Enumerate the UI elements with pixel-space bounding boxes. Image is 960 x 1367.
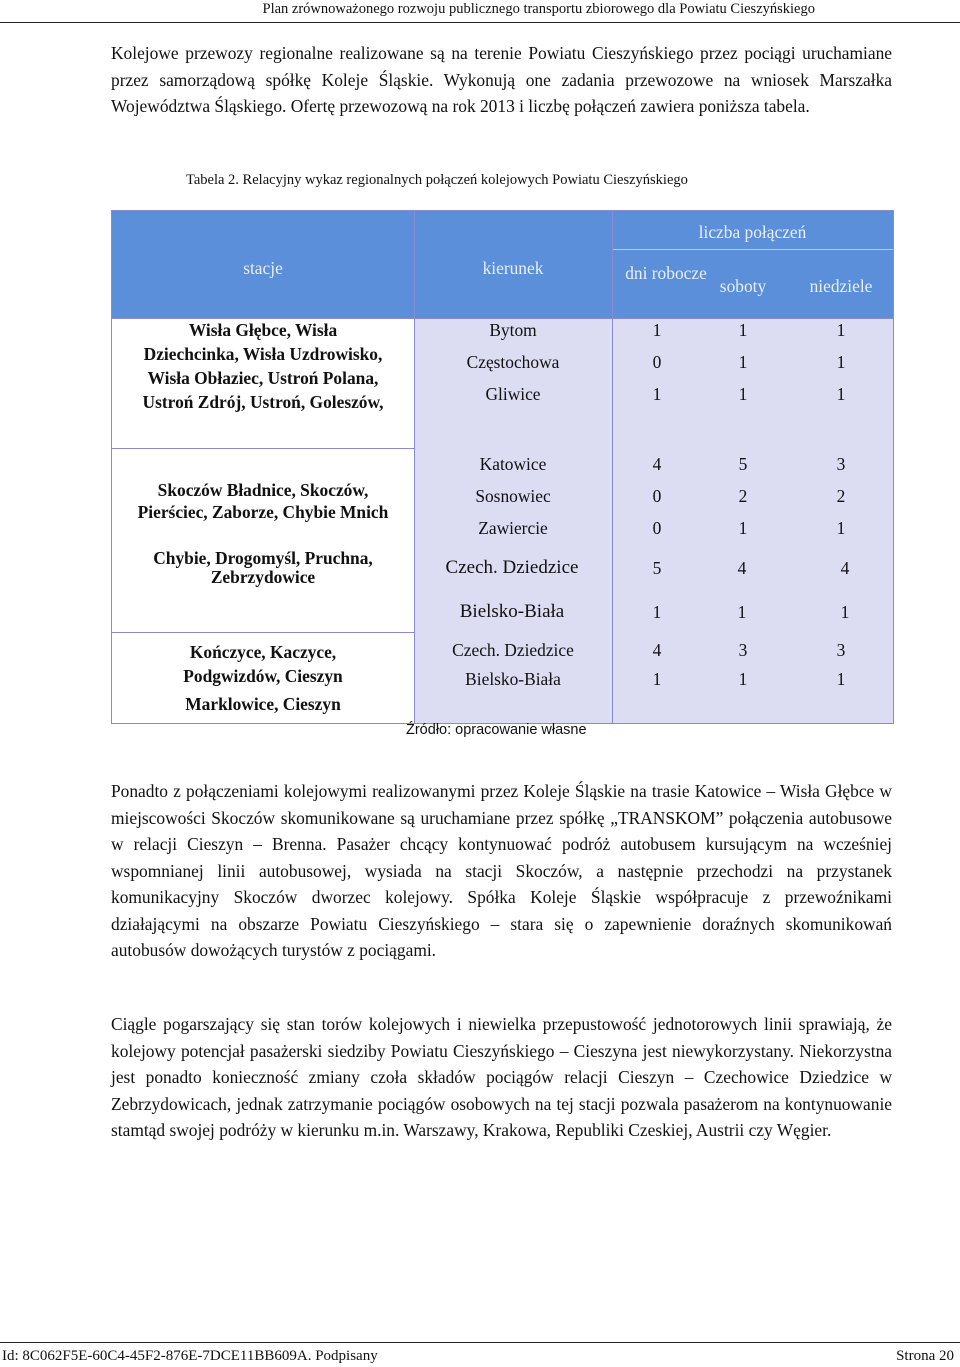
sundays-cell: 3 [836, 454, 846, 474]
intro-paragraph: Kolejowe przewozy regionalne realizowane są na terenie Powiatu Cieszyńskiego przez pociągi uruchamiane przez samorządową spółkę Koleje Śląskie. Wykonują one zadania przewozowe na wniosek Marszałka Województwa Śląskiego. Ofertę przewozową na rok 2013 i liczbę połączeń zawiera poniższa tabela. [111, 43, 892, 116]
direction-cell: Katowice [479, 454, 547, 474]
sundays-cell: 3 [836, 640, 846, 660]
stations-line: Skoczów Bładnice, Skoczów, [157, 480, 369, 500]
direction-cell: Sosnowiec [475, 486, 551, 506]
direction-cell: Bielsko-Biała [465, 669, 561, 689]
direction-cell: Czech. Dziedzice [445, 557, 579, 578]
header-weekdays: dni robocze [625, 263, 707, 283]
stations-line: Chybie, Drogomyśl, Pruchna, [153, 548, 373, 568]
header-sundays: niedziele [809, 276, 873, 296]
page-number: Strona 20 [896, 1348, 954, 1364]
sundays-cell: 1 [836, 669, 846, 689]
direction-cell: Zawiercie [478, 518, 548, 538]
saturdays-cell: 1 [738, 384, 748, 404]
direction-cell: Gliwice [485, 384, 541, 404]
connections-table [111, 210, 894, 724]
saturdays-cell: 5 [738, 454, 748, 474]
direction-cell: Bielsko-Biała [459, 601, 565, 622]
direction-cell: Czech. Dziedzice [452, 640, 574, 660]
header-saturdays: soboty [719, 276, 767, 296]
weekdays-cell: 0 [652, 352, 662, 372]
stations-line: Ustroń Zdrój, Ustroń, Goleszów, [142, 392, 384, 412]
saturdays-cell: 4 [737, 558, 747, 578]
weekdays-cell: 1 [652, 669, 662, 689]
body-paragraph: Ciągle pogarszający się stan torów kolejowych i niewielka przepustowość jednotorowych linii sprawiają, że kolejowy potencjał pasażerski siedziby Powiatu Cieszyńskiego – Cieszyna jest niewykorzystany. Niekorzystna jest ponadto konieczność zmiany czoła składów pociągów relacji Cieszyn – Czechowice Dziedzice w Zebrzydowicach, jednak zatrzymanie pociągów osobowych na tej stacji pozwala pasażerom na kontynuowanie stamtąd swojej podróży w kierunku m.in. Warszawy, Krakowa, Republiki Czeskiej, Austrii czy Węgier. [111, 1014, 892, 1140]
weekdays-cell: 4 [652, 640, 662, 660]
header-connections: liczba połączeń [698, 222, 807, 242]
stations-line: Podgwizdów, Cieszyn [183, 666, 343, 686]
weekdays-cell: 1 [652, 602, 662, 622]
stations-line: Zebrzydowice [210, 567, 316, 587]
stations-line: Pierściec, Zaborze, Chybie Mnich [137, 502, 389, 522]
table-caption: Tabela 2. Relacyjny wykaz regionalnych połączeń kolejowych Powiatu Cieszyńskiego [186, 172, 688, 188]
weekdays-cell: 1 [652, 320, 662, 340]
sundays-cell: 1 [836, 320, 846, 340]
sundays-cell: 2 [836, 486, 846, 506]
saturdays-cell: 3 [738, 640, 748, 660]
saturdays-cell: 1 [738, 669, 748, 689]
running-header [0, 0, 960, 23]
sundays-cell: 1 [836, 518, 846, 538]
page-footer [0, 1342, 960, 1367]
stations-line: Wisła Głębce, Wisła [188, 320, 338, 340]
weekdays-cell: 0 [652, 518, 662, 538]
direction-cell: Częstochowa [466, 352, 560, 372]
saturdays-cell: 1 [737, 602, 747, 622]
stations-line: Dziechcinka, Wisła Uzdrowisko, [143, 344, 383, 364]
sundays-cell: 1 [836, 384, 846, 404]
body-paragraph: Ponadto z połączeniami kolejowymi realizowanymi przez Koleje Śląskie na trasie Katowice – Wisła Głębce w miejscowości Skoczów skomunikowane są uruchamiane przez spółkę „TRANSKOM” połączenia autobusowe w relacji Cieszyn – Brenna. Pasażer chcący kontynuować podróż autobusem kursującym na wcześniej wspomnianej linii autobusowej, wysiada na stacji Skoczów, a następnie przechodzi na przystanek komunikacyjny Skoczów dworzec kolejowy. Spółka Koleje Śląskie współpracuje z przewoźnikami działającymi na obszarze Powiatu Cieszyńskiego – stara się o zapewnienie doraźnych skomunikowań autobusów dowożących turystów z pociągami. [111, 781, 892, 960]
saturdays-cell: 1 [738, 352, 748, 372]
saturdays-cell: 2 [738, 486, 748, 506]
header-direction: kierunek [482, 258, 544, 278]
stations-line: Kończyce, Kaczyce, [189, 642, 337, 662]
sundays-cell: 1 [836, 352, 846, 372]
weekdays-cell: 5 [652, 558, 662, 578]
weekdays-cell: 1 [652, 384, 662, 404]
document-title: Plan zrównoważonego rozwoju publicznego transportu zbiorowego dla Powiatu Cieszyńskiego [262, 1, 815, 17]
stations-line: Wisła Obłaziec, Ustroń Polana, [147, 368, 379, 388]
sundays-cell: 1 [840, 602, 850, 622]
saturdays-cell: 1 [738, 320, 748, 340]
header-stations: stacje [243, 258, 283, 278]
weekdays-cell: 0 [652, 486, 662, 506]
stations-line: Marklowice, Cieszyn [185, 694, 341, 714]
document-id: Id: 8C062F5E-60C4-45F2-876E-7DCE11BB609A. Podpisany [2, 1348, 378, 1364]
table-source: Źródło: opracowanie własne [406, 722, 587, 738]
sundays-cell: 4 [840, 558, 850, 578]
direction-cell: Bytom [489, 320, 537, 340]
saturdays-cell: 1 [738, 518, 748, 538]
weekdays-cell: 4 [652, 454, 662, 474]
